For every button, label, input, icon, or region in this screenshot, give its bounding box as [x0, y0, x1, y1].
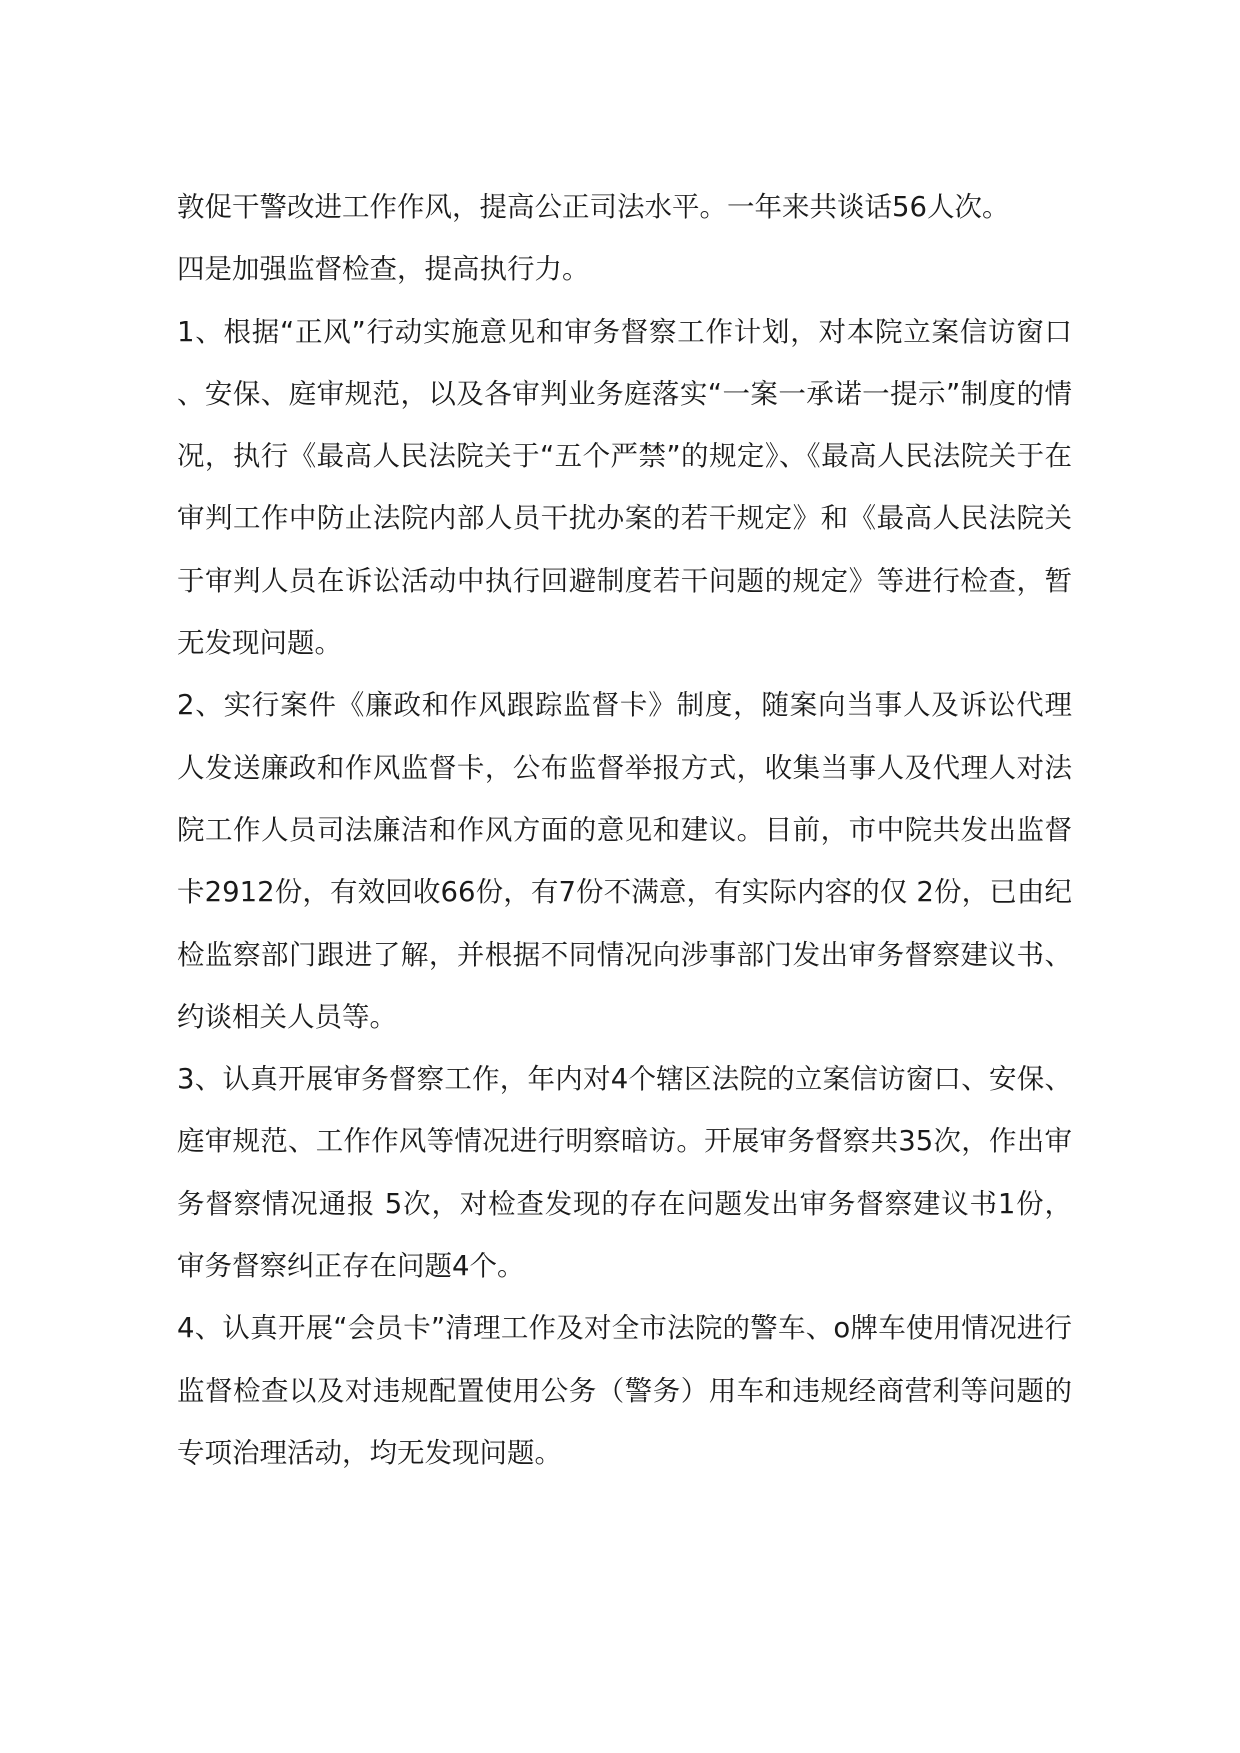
paragraph-section-heading: 四是加强监督检查，提高执行力。: [177, 253, 590, 286]
paragraph-talks-summary: 敦促干警改进工作作风，提高公正司法水平。一年来共谈话56人次。: [177, 191, 1010, 223]
paragraph-item-1: 1、根据“正风”行动实施意见和审务督察工作计划，对本院立案信访窗口、安保、庭审规范，以及各审判业务庭落实“一案一承诺一提示”制度的情况，执行《最高人民法院关于“五个严禁”的规定》、《最高人民法院关于在审判工作中防止法院内部人员干扰办案的若干规定》和《最高人民法院关于审判人员在诉讼活动中执行回避制度若干问题的规定》等进行检查，暂无发现问题。: [177, 315, 1072, 660]
paragraph-item-3: 3、认真开展审务督察工作，年内对4个辖区法院的立案信访窗口、安保、庭审规范、工作作风等情况进行明察暗访。开展审务督察共35次，作出审务督察情况通报 5次，对检查发现的存在问题发出审务督察建议书1份，审务督察纠正存在问题4个。: [177, 1063, 1072, 1283]
paragraph-item-4: 4、认真开展“会员卡”清理工作及对全市法院的警车、o牌车使用情况进行监督检查以及对违规配置使用公务（警务）用车和违规经商营利等问题的专项治理活动，均无发现问题。: [177, 1312, 1072, 1469]
document-body: [177, 176, 1072, 1484]
paragraph-item-2: 2、实行案件《廉政和作风跟踪监督卡》制度，随案向当事人及诉讼代理人发送廉政和作风监督卡，公布监督举报方式，收集当事人及代理人对法院工作人员司法廉洁和作风方面的意见和建议。目前，市中院共发出监督卡2912份，有效回收66份，有7份不满意，有实际内容的仅 2份，已由纪检监察部门跟进了解，并根据不同情况向涉事部门发出审务督察建议书、约谈相关人员等。: [177, 689, 1072, 1033]
